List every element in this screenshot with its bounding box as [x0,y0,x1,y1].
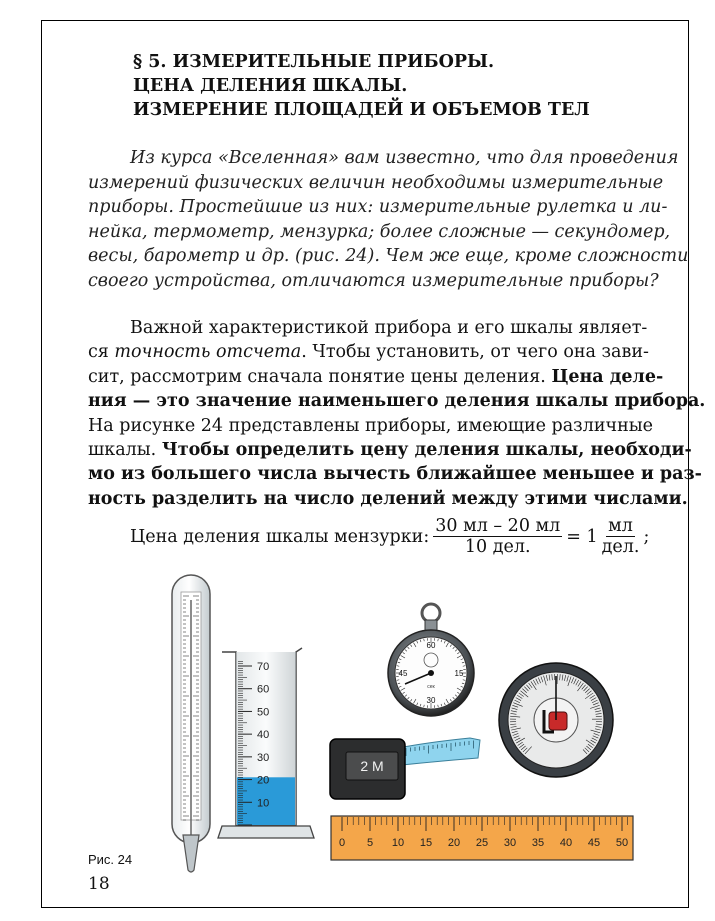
stopwatch-unit: сек [427,684,435,690]
cylinder-label: 40 [257,729,270,742]
intro-line: измерений физических величин необходимы измерительные [88,172,664,193]
cylinder-label: 20 [257,774,270,787]
thermometer-bulb [183,835,199,872]
heading-line-2: ЦЕНА ДЕЛЕНИЯ ШКАЛЫ. [133,76,408,96]
stopwatch-num: 30 [426,696,436,705]
body-text: ся [88,342,115,363]
formula-equals: = 1 [566,526,598,547]
cylinder-label: 10 [257,797,270,810]
body-bold-text: мо из большего числа вычесть ближайшее меньшее и раз- [88,464,702,485]
body-bold-text: ния — это значение наименьшего деления шкалы прибора. [88,391,706,412]
tape-label: 2 M [360,758,384,774]
stopwatch-pivot [428,670,434,676]
ruler-number: 15 [419,837,433,849]
stopwatch-num: 15 [454,669,464,678]
ruler-number: 5 [366,837,374,849]
stopwatch-num: 60 [426,641,436,650]
cylinder-label: 30 [257,751,270,764]
ruler [331,816,633,860]
body-text: шкалы. [88,440,162,461]
formula-unit-numerator: мл [608,516,633,536]
stopwatch [388,604,474,716]
formula-label: Цена деления шкалы мензурки: [130,526,430,547]
body-line: На рисунке 24 представлены приборы, имеющие различные [88,415,654,436]
body-italic-term: точность отсчета [114,342,302,363]
measuring-cylinder [218,648,314,838]
heading-line-1: § 5. ИЗМЕРИТЕЛЬНЫЕ ПРИБОРЫ. [133,52,495,72]
page-number: 18 [88,874,110,894]
stopwatch-num: 45 [398,669,408,678]
ruler-number: 50 [615,837,629,849]
ruler-number: 10 [391,837,405,849]
body-text: сит, рассмотрим сначала понятие цены деления. [88,366,552,387]
intro-line: Из курса «Вселенная» вам известно, что для проведения [130,148,679,168]
figure-caption: Рис. 24 [88,852,133,867]
intro-line: своего устройства, отличаются измерительные приборы? [88,270,659,291]
cylinder-base [218,826,314,838]
ruler-number: 0 [338,837,346,849]
thermometer [172,575,210,872]
body-bold-text: ность разделить на число делений между этими числами. [88,488,688,509]
ruler-number: 45 [587,837,601,849]
heading-line-3: ИЗМЕРЕНИЕ ПЛОЩАДЕЙ И ОБЪЕМОВ ТЕЛ [133,100,590,120]
intro-line: нейка, термометр, мензурка; более сложные — секундомер, [88,221,671,242]
formula-unit-denominator: дел. [601,537,640,557]
cylinder-label: 70 [257,661,270,673]
formula-denominator: 10 дел. [464,537,531,557]
body-bold-text: Цена деле- [551,366,664,387]
intro-line: приборы. Простейшие из них: измерительные рулетка и ли- [88,197,668,218]
ruler-number: 25 [475,837,489,849]
ruler-number: 35 [531,837,545,849]
body-text: . Чтобы установить, от чего она зави- [301,342,649,363]
cylinder-label: 60 [257,683,270,696]
formula-numerator: 30 мл – 20 мл [435,516,561,536]
body-bold-text: Чтобы определить цену деления шкалы, необходи- [161,440,692,461]
barometer-red-mark [549,712,567,730]
ruler-number: 20 [447,837,461,849]
formula-end: ; [643,526,650,547]
tape-measure [330,738,480,799]
ruler-number: 40 [559,837,573,849]
barometer [499,663,613,777]
intro-line: весы, барометр и др. (рис. 24). Чем же еще, кроме сложности [88,246,689,267]
ruler-number: 30 [503,837,517,849]
cylinder-label: 50 [257,706,270,719]
stopwatch-ring [422,604,440,622]
body-line: Важной характеристикой прибора и его шкалы являет- [130,318,648,338]
